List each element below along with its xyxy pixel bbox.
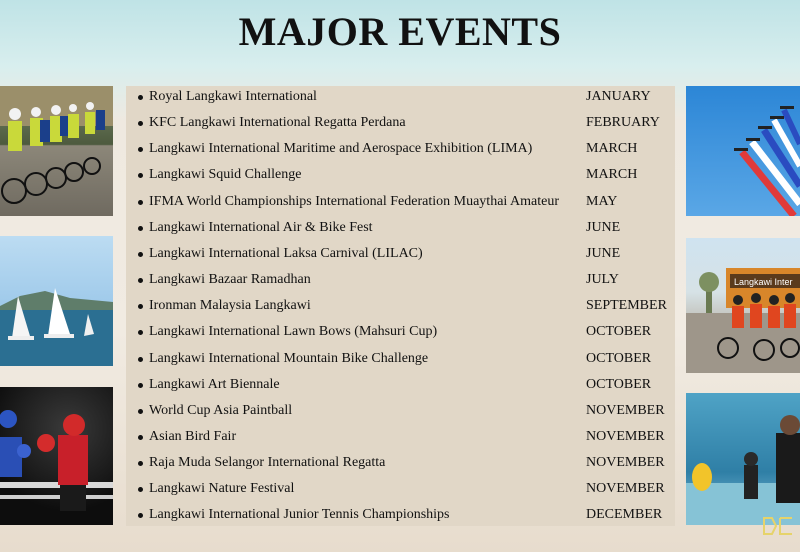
bullet-icon [138, 200, 143, 205]
event-name: Langkawi Bazaar Ramadhan [149, 272, 311, 288]
page-title: MAJOR EVENTS [238, 9, 562, 54]
event-name: Asian Bird Fair [149, 428, 237, 444]
bullet-icon [138, 383, 143, 388]
event-month: FEBRUARY [586, 115, 660, 131]
event-row [126, 272, 675, 298]
event-name: Langkawi International Air & Bike Fest [149, 219, 373, 235]
event-name: Langkawi International Lawn Bows (Mahsuri Cup) [149, 324, 438, 340]
bullet-icon [138, 226, 143, 231]
event-row [126, 246, 675, 272]
event-row [126, 403, 675, 429]
event-month: NOVEMBER [586, 455, 665, 471]
event-name: Langkawi Nature Festival [149, 481, 295, 497]
event-month: JUNE [586, 245, 621, 261]
event-month: JUNE [586, 219, 621, 235]
event-name: Langkawi International Mountain Bike Challenge [149, 350, 429, 366]
bullet-icon [138, 357, 143, 362]
event-row [126, 481, 675, 507]
bullet-icon [138, 409, 143, 414]
bullet-icon [138, 435, 143, 440]
event-name: Langkawi Art Biennale [149, 376, 280, 392]
bullet-icon [138, 147, 143, 152]
event-month: MARCH [586, 167, 638, 183]
cycling-race-photo [0, 86, 113, 216]
event-month: NOVEMBER [586, 481, 665, 497]
event-name: Langkawi International Junior Tennis Championships [149, 507, 450, 523]
sailing-regatta-photo [0, 236, 113, 366]
event-row [126, 89, 675, 115]
event-row [126, 115, 675, 141]
ironman-triathlon-photo [686, 393, 800, 525]
event-name: Langkawi International Laksa Carnival (LILAC) [149, 245, 423, 261]
event-month: JULY [586, 272, 619, 288]
event-name: Ironman Malaysia Langkawi [149, 298, 311, 314]
event-row [126, 351, 675, 377]
event-name: Royal Langkawi International [149, 89, 317, 104]
bullet-icon [138, 487, 143, 492]
event-month: SEPTEMBER [586, 298, 667, 314]
air-and-bike-fest-photo [686, 238, 800, 373]
event-name: KFC Langkawi International Regatta Perdana [149, 115, 406, 131]
event-row [126, 141, 675, 167]
event-row [126, 455, 675, 481]
muaythai-fight-photo [0, 387, 113, 525]
event-row [126, 298, 675, 324]
event-month: NOVEMBER [586, 428, 665, 444]
event-name: Langkawi International Maritime and Aerospace Exhibition (LIMA) [149, 141, 533, 157]
bullet-icon [138, 252, 143, 257]
bullet-icon [138, 121, 143, 126]
bullet-icon [138, 304, 143, 309]
event-name: IFMA World Championships International Federation Muaythai Amateur [149, 193, 559, 209]
event-month: MARCH [586, 141, 638, 157]
event-month: OCTOBER [586, 350, 652, 366]
event-name: World Cup Asia Paintball [149, 402, 293, 418]
brand-logo-icon [762, 516, 794, 536]
event-row [126, 167, 675, 193]
event-row [126, 377, 675, 403]
bullet-icon [138, 330, 143, 335]
events-list [126, 86, 675, 526]
event-row [126, 194, 675, 220]
event-name: Raja Muda Selangor International Regatta [149, 455, 386, 471]
event-row [126, 507, 675, 533]
event-row [126, 429, 675, 455]
aerobatic-jets-photo [686, 86, 800, 216]
bullet-icon [138, 513, 143, 518]
event-name: Langkawi Squid Challenge [149, 167, 302, 183]
bullet-icon [138, 278, 143, 283]
bike-banner-text: Langkawi Inter [734, 277, 793, 287]
event-month: MAY [586, 193, 618, 209]
bullet-icon [138, 173, 143, 178]
event-row [126, 220, 675, 246]
event-month: OCTOBER [586, 324, 652, 340]
bullet-icon [138, 95, 143, 100]
bullet-icon [138, 461, 143, 466]
event-month: OCTOBER [586, 376, 652, 392]
event-month: JANUARY [586, 89, 651, 104]
event-month: DECEMBER [586, 507, 663, 523]
event-row [126, 324, 675, 350]
event-month: NOVEMBER [586, 402, 665, 418]
